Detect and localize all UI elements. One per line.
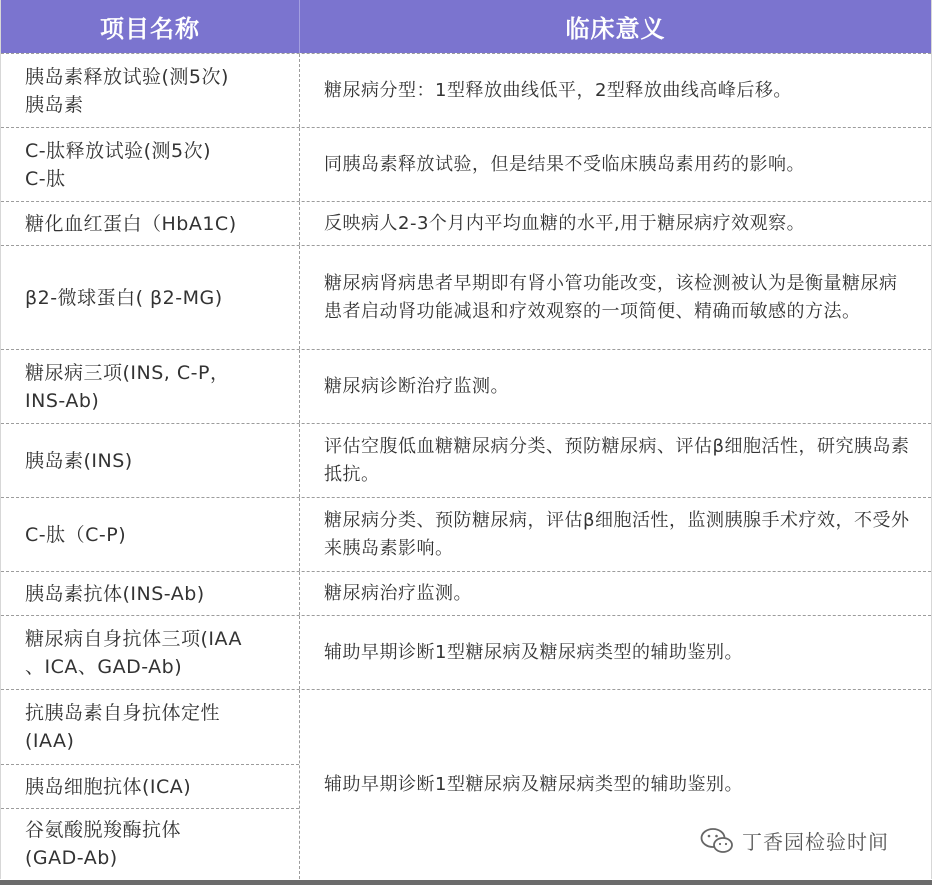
table-row (1, 615, 931, 689)
item-cell: 胰岛素抗体(INS-Ab) (1, 572, 300, 615)
watermark-text: 丁香园检验时间 (742, 830, 889, 854)
table-row (1, 245, 931, 349)
meaning-cell: 辅助早期诊断1型糖尿病及糖尿病类型的辅助鉴别。 (324, 641, 743, 663)
table-row (1, 497, 931, 571)
meaning-cell: 糖尿病分类、预防糖尿病，评估β细胞活性，监测胰腺手术疗效，不受外来胰岛素影响。 (324, 509, 910, 559)
item-cell: 胰岛素释放试验(测5次) 胰岛素 (1, 54, 300, 127)
header-clinical-meaning: 临床意义 (565, 15, 666, 43)
group-items (1, 690, 300, 879)
table-row (1, 53, 931, 127)
item-cell: 糖尿病自身抗体三项(IAA 、ICA、GAD-Ab) (1, 616, 300, 689)
watermark (700, 826, 889, 855)
meaning-cell: 辅助早期诊断1型糖尿病及糖尿病类型的辅助鉴别。 (324, 773, 743, 795)
item-cell: 抗胰岛素自身抗体定性 (IAA) (25, 702, 221, 752)
table-row (1, 349, 931, 423)
meaning-cell: 糖尿病诊断治疗监测。 (324, 375, 509, 397)
table-row (1, 571, 931, 615)
item-cell: β2-微球蛋白( β2-MG) (1, 246, 300, 349)
meaning-cell: 糖尿病治疗监测。 (324, 582, 472, 604)
header-item-name: 项目名称 (1, 0, 300, 53)
wechat-icon (700, 827, 734, 855)
meaning-cell: 评估空腹低血糖糖尿病分类、预防糖尿病、评估β细胞活性，研究胰岛素抵抗。 (324, 435, 910, 485)
item-cell: 糖尿病三项(INS, C-P， INS-Ab) (1, 350, 300, 423)
meaning-cell: 糖尿病肾病患者早期即有肾小管功能改变，该检测被认为是衡量糖尿病患者启动肾功能减退和疗效观察的一项简便、精确而敏感的方法。 (324, 272, 898, 322)
item-cell: C-肽释放试验(测5次) C-肽 (1, 128, 300, 201)
meaning-cell: 同胰岛素释放试验，但是结果不受临床胰岛素用药的影响。 (324, 153, 805, 175)
meaning-cell: 反映病人2-3个月内平均血糖的水平,用于糖尿病疗效观察。 (324, 212, 806, 234)
item-cell: 糖化血红蛋白（HbA1C) (1, 202, 300, 245)
table-row (1, 423, 931, 497)
table-row (1, 127, 931, 201)
table-row (1, 201, 931, 245)
bottom-border (0, 880, 932, 885)
table-header (1, 0, 931, 53)
meaning-cell: 糖尿病分型：1型释放曲线低平，2型释放曲线高峰后移。 (324, 79, 792, 101)
item-cell: 胰岛细胞抗体(ICA) (1, 764, 299, 808)
item-cell: 谷氨酸脱羧酶抗体 (GAD-Ab) (1, 808, 299, 879)
item-cell: 胰岛素(INS) (1, 424, 300, 497)
item-cell: C-肽（C-P) (1, 498, 300, 571)
